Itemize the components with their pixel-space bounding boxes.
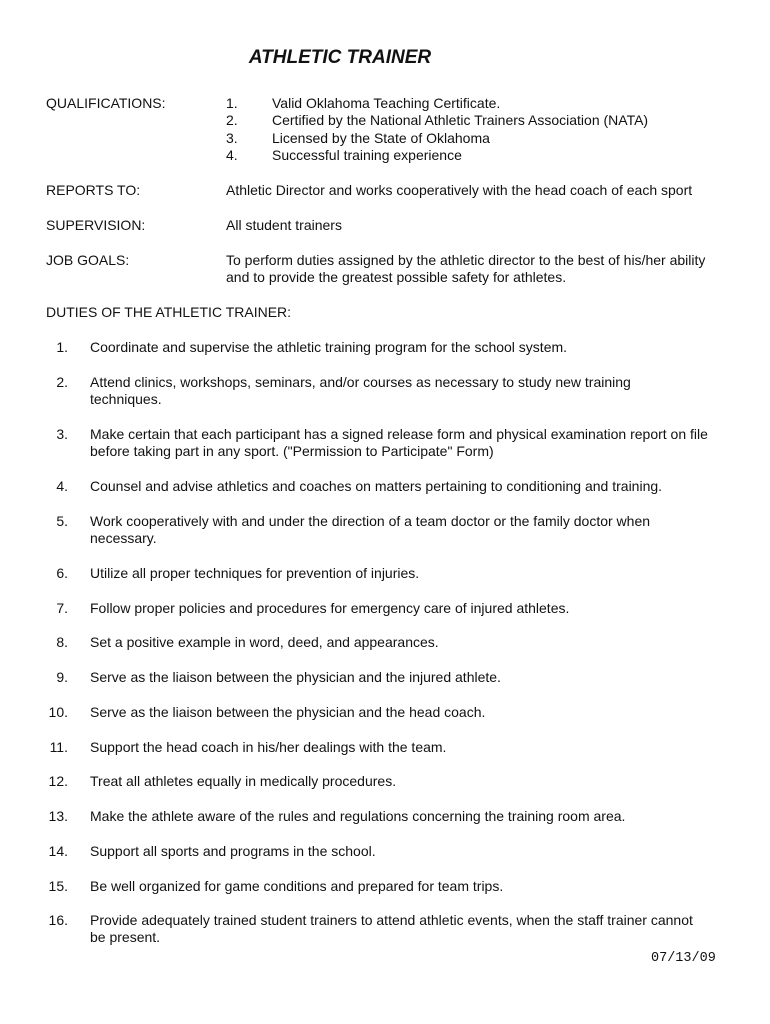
duty-number: 12. [48, 773, 68, 789]
duty-text: Follow proper policies and procedures for emergency care of injured athletes. [90, 600, 570, 616]
duty-number: 15. [48, 878, 68, 894]
qualification-number: 1. [226, 95, 238, 111]
duty-item [40, 374, 680, 409]
duty-text: Work cooperatively with and under the direction of a team doctor or the family doctor when necessary. [90, 513, 651, 547]
duty-item [40, 773, 730, 790]
qualification-item [226, 95, 648, 112]
duty-text: Counsel and advise athletics and coaches on matters pertaining to conditioning and training. [90, 478, 663, 494]
duty-number: 11. [49, 739, 68, 755]
duty-item [40, 426, 730, 461]
duty-item [40, 339, 730, 356]
supervision-value: All student trainers [226, 217, 342, 233]
duty-text: Coordinate and supervise the athletic training program for the school system. [90, 339, 568, 355]
duty-text: Be well organized for game conditions and prepared for team trips. [90, 878, 504, 894]
duty-number: 7. [56, 600, 68, 616]
duty-text: Set a positive example in word, deed, and appearances. [90, 634, 439, 650]
duty-item [40, 513, 700, 548]
duty-text: Support the head coach in his/her dealings with the team. [90, 739, 447, 755]
duty-item [40, 704, 730, 721]
duty-number: 2. [56, 374, 68, 390]
qualification-item [226, 112, 648, 129]
duty-text: Serve as the liaison between the physician and the head coach. [90, 704, 486, 720]
job-goals-value: To perform duties assigned by the athletic director to the best of his/her ability and to provide the greatest possible safety for athletes. [226, 252, 706, 285]
duty-text: Attend clinics, workshops, seminars, and/or courses as necessary to study new training techniques. [90, 374, 631, 408]
duty-item [40, 912, 700, 947]
qualification-number: 4. [226, 146, 238, 163]
duty-item [40, 565, 730, 582]
duties-heading: DUTIES OF THE ATHLETIC TRAINER: [46, 304, 292, 320]
duty-number: 14. [48, 843, 68, 859]
duty-item [40, 634, 730, 651]
duty-number: 4. [56, 478, 68, 494]
duty-text: Make certain that each participant has a signed release form and physical examination report on file before taking part in any sport. ("Permission to Participate" Form) [90, 426, 708, 460]
qualification-item [226, 147, 648, 164]
duty-text: Make the athlete aware of the rules and regulations concerning the training room area. [90, 808, 626, 824]
duty-text: Support all sports and programs in the school. [90, 843, 376, 859]
qualification-text: Licensed by the State of Oklahoma [272, 129, 490, 146]
duty-item [40, 739, 730, 756]
duty-number: 16. [48, 912, 68, 928]
duty-text: Provide adequately trained student trainers to attend athletic events, when the staff trainer cannot be present. [90, 912, 693, 946]
duty-number: 10. [48, 704, 68, 720]
duty-item [40, 843, 730, 860]
duty-number: 6. [56, 565, 68, 581]
duty-item [40, 808, 730, 825]
reports-to-value: Athletic Director and works cooperatively with the head coach of each sport [226, 182, 693, 198]
duty-item [40, 600, 730, 617]
duty-item [40, 478, 730, 495]
duty-number: 1. [56, 339, 68, 355]
revision-date: 07/13/09 [651, 951, 716, 966]
qualification-text: Successful training experience [272, 146, 462, 163]
qualification-number: 2. [226, 112, 238, 129]
duty-item [40, 669, 730, 686]
qualifications-list [226, 95, 648, 164]
supervision-label: SUPERVISION: [46, 217, 146, 233]
qualification-text: Certified by the National Athletic Trainers Association (NATA) [272, 112, 649, 129]
duty-text: Utilize all proper techniques for prevention of injuries. [90, 565, 420, 581]
reports-to-label: REPORTS TO: [46, 182, 141, 198]
duty-text: Treat all athletes equally in medically procedures. [90, 773, 397, 789]
job-goals-label: JOB GOALS: [46, 252, 130, 268]
duty-number: 13. [48, 808, 68, 824]
duty-text: Serve as the liaison between the physician and the injured athlete. [90, 669, 501, 685]
duty-number: 9. [56, 669, 68, 685]
document-title: ATHLETIC TRAINER [248, 47, 432, 68]
qualifications-label: QUALIFICATIONS: [46, 95, 166, 111]
duty-number: 3. [56, 426, 68, 442]
duty-number: 5. [56, 513, 68, 529]
qualification-number: 3. [226, 129, 238, 146]
qualification-item [226, 130, 648, 147]
duty-number: 8. [56, 634, 68, 650]
duty-item [40, 878, 730, 895]
qualification-text: Valid Oklahoma Teaching Certificate. [272, 95, 501, 111]
